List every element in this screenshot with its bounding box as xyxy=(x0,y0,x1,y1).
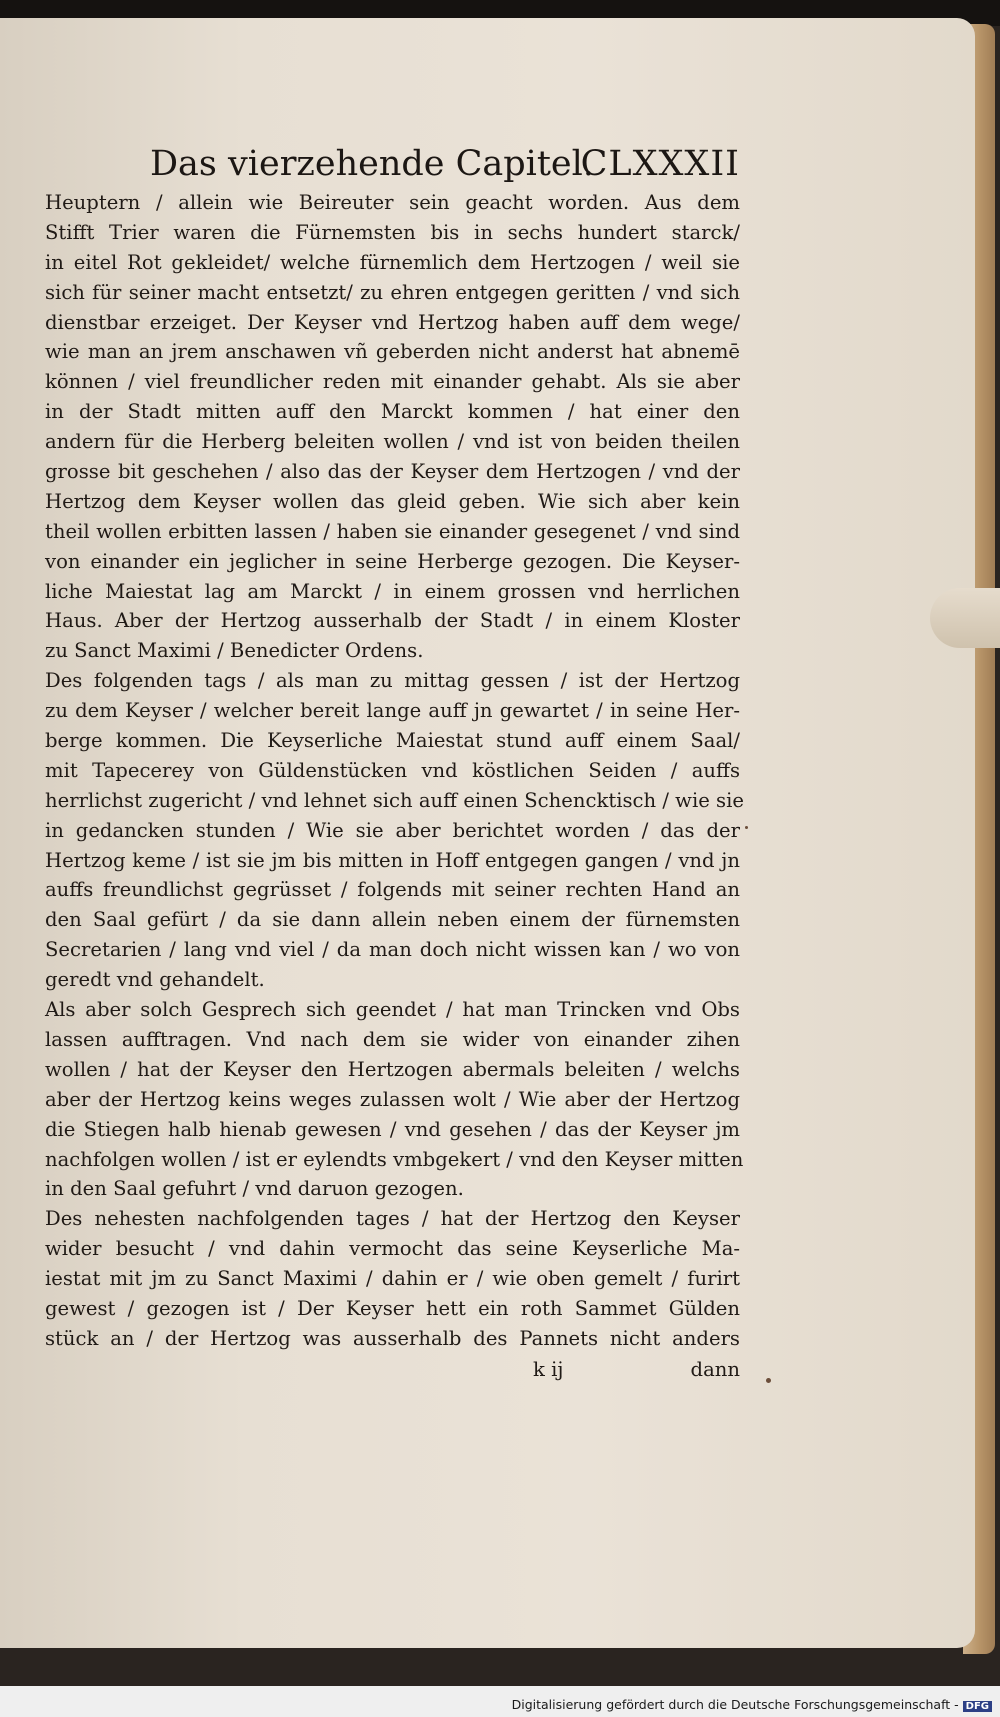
text-line: zu dem Keyser / welcher bereit lange auff jn gewartet / in seine Her- xyxy=(45,699,740,723)
footer-credit xyxy=(512,1697,992,1712)
text-line: zu Sanct Maximi / Benedicter Ordens. xyxy=(45,639,424,663)
text-line: andern für die Herberg beleiten wollen / vnd ist von beiden theilen xyxy=(45,430,740,454)
signature-mark: k ij xyxy=(533,1358,564,1381)
text-line: Als aber solch Gesprech sich geendet / hat man Trincken vnd Obs xyxy=(45,998,740,1022)
text-line: stück an / der Hertzog was ausserhalb des Pannets nicht anders xyxy=(45,1326,740,1350)
text-line: in der Stadt mitten auff den Marckt kommen / hat einer den xyxy=(45,400,740,424)
text-line: in den Saal gefuhrt / vnd daruon gezogen. xyxy=(45,1177,464,1201)
catchword: dann xyxy=(690,1358,740,1381)
catchline xyxy=(45,1358,740,1388)
text-line: auffs freundlichst gegrüsset / folgends mit seiner rechten Hand an xyxy=(45,878,740,902)
text-line: geredt vnd gehandelt. xyxy=(45,968,265,992)
text-line: die Stiegen halb hienab gewesen / vnd gesehen / das der Keyser jm xyxy=(45,1117,740,1141)
text-line: wollen / hat der Keyser den Hertzogen abermals beleiten / welchs xyxy=(45,1057,740,1081)
text-line: Secretarien / lang vnd viel / da man doch nicht wissen kan / wo von xyxy=(45,938,740,962)
text-line: den Saal gefürt / da sie dann allein neben einem der fürnemsten xyxy=(45,908,740,932)
text-line: wie man an jrem anschawen vñ geberden nicht anderst hat abnemē xyxy=(45,340,740,364)
text-line: Hertzog dem Keyser wollen das gleid geben. Wie sich aber kein xyxy=(45,489,740,513)
bookmark-tab xyxy=(930,588,1000,648)
page-header xyxy=(150,144,740,190)
text-line: können / viel freundlicher reden mit einander gehabt. Als sie aber xyxy=(45,370,740,394)
text-line: in eitel Rot gekleidet/ welche fürnemlich dem Hertzogen / weil sie xyxy=(45,250,740,274)
text-line: Haus. Aber der Hertzog ausserhalb der Stadt / in einem Kloster xyxy=(45,609,740,633)
text-line: Des nehesten nachfolgenden tages / hat der Hertzog den Keyser xyxy=(45,1207,740,1231)
footer-credit-text: Digitalisierung gefördert durch die Deutsche Forschungsgemeinschaft - xyxy=(511,1697,959,1712)
text-line: lassen aufftragen. Vnd nach dem sie wider von einander zihen xyxy=(45,1027,740,1051)
text-line: Hertzog keme / ist sie jm bis mitten in Hoff entgegen gangen / vnd jn xyxy=(45,848,740,872)
text-line: gewest / gezogen ist / Der Keyser hett ein roth Sammet Gülden xyxy=(45,1296,740,1320)
text-line: Heuptern / allein wie Beireuter sein geacht worden. Aus dem xyxy=(45,191,740,214)
chapter-title: Das vierzehende Capitel. xyxy=(150,144,594,184)
text-line: von einander ein jeglicher in seine Herberge gezogen. Die Keyser- xyxy=(45,549,740,573)
text-line: liche Maiestat lag am Marckt / in einem grossen vnd herrlichen xyxy=(45,579,740,603)
dfg-logo: DFG xyxy=(963,1701,992,1712)
text-line: Stifft Trier waren die Fürnemsten bis in sechs hundert starck/ xyxy=(45,220,740,244)
text-line: sich für seiner macht entsetzt/ zu ehren entgegen geritten / vnd sich xyxy=(45,280,740,304)
text-block xyxy=(45,188,744,1354)
ink-speck xyxy=(745,826,748,829)
text-line: wider besucht / vnd dahin vermocht das seine Keyserliche Ma- xyxy=(45,1237,740,1261)
text-line: berge kommen. Die Keyserliche Maiestat stund auff einem Saal/ xyxy=(45,729,740,753)
text-line: iestat mit jm zu Sanct Maximi / dahin er / wie oben gemelt / furirt xyxy=(45,1267,740,1291)
text-line: nachfolgen wollen / ist er eylendts vmbgekert / vnd den Keyser mitten xyxy=(45,1147,744,1171)
ink-speck xyxy=(766,1378,771,1383)
text-line: theil wollen erbitten lassen / haben sie einander gesegenet / vnd sind xyxy=(45,519,740,543)
text-line: mit Tapecerey von Güldenstücken vnd köstlichen Seiden / auffs xyxy=(45,758,740,782)
text-line: grosse bit geschehen / also das der Keyser dem Hertzogen / vnd der xyxy=(45,460,740,484)
text-line: aber der Hertzog keins weges zulassen wolt / Wie aber der Hertzog xyxy=(45,1087,740,1111)
text-line: Des folgenden tags / als man zu mittag gessen / ist der Hertzog xyxy=(45,669,740,693)
folio-number: CLXXXII xyxy=(580,144,740,184)
text-line: dienstbar erzeiget. Der Keyser vnd Hertzog haben auff dem wege/ xyxy=(45,310,740,334)
text-line: in gedancken stunden / Wie sie aber berichtet worden / das der xyxy=(45,818,740,842)
text-line: herrlichst zugericht / vnd lehnet sich auff einen Schencktisch / wie sie xyxy=(45,788,744,812)
